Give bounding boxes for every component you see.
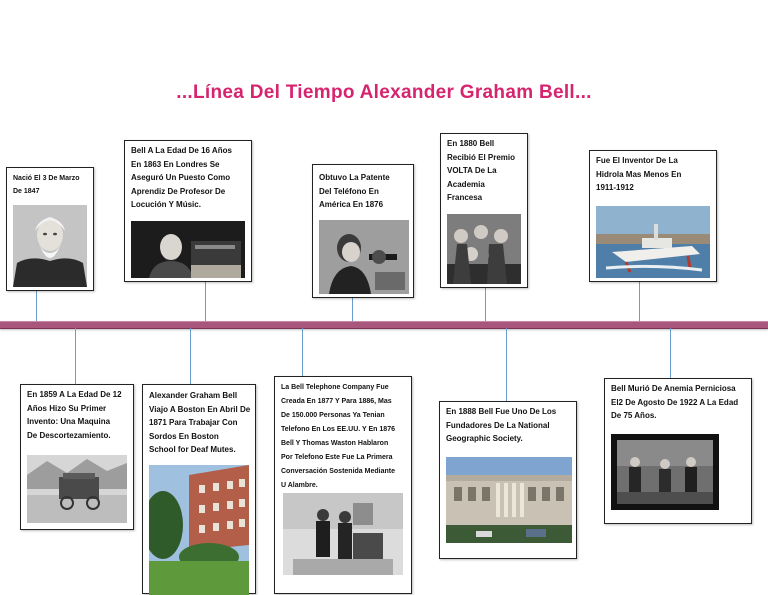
timeline-title: ...Línea Del Tiempo Alexander Graham Bell...: [176, 82, 592, 103]
bell-at-desk-photo: [131, 221, 245, 278]
event-card-1876-patent: [312, 164, 414, 298]
boston-building-photo: [149, 465, 249, 595]
connector-line: [302, 328, 303, 376]
connector-line: [205, 282, 206, 321]
husking-machine-photo: [27, 455, 127, 523]
funeral-photo: [611, 434, 719, 510]
hydrofoil-boat-photo: [596, 206, 710, 278]
telephone-photo: [319, 220, 409, 294]
two-men-photo: [283, 493, 403, 575]
event-text: Alexander Graham Bell Viajo A Boston En Abril De 1871 Para Trabajar Con Sordos En Boston School for Deaf Mutes.: [149, 391, 251, 454]
event-text: En 1880 Bell Recibió El Premio VOLTA De La Academia Francesa: [447, 139, 516, 202]
event-text: En 1859 A La Edad De 12 Años Hizo Su Primer Invento: Una Maquina De Descortezamiento.: [27, 390, 122, 440]
national-geographic-building-photo: [446, 457, 572, 543]
event-card-1877: [274, 376, 412, 594]
event-card-1871: [142, 384, 256, 594]
event-text: Obtuvo La Patente Del Teléfono En América En 1876: [319, 173, 390, 209]
connector-line: [75, 328, 76, 384]
event-card-1922: [604, 378, 752, 524]
event-text: Bell A La Edad De 16 Años En 1863 En Londres Se Aseguró Un Puesto Como Aprendiz De Profesor De Locución Y Músic.: [131, 146, 232, 209]
event-card-1847: [6, 167, 94, 291]
group-photo: [447, 214, 521, 284]
connector-line: [670, 328, 671, 378]
portrait-photo: [13, 205, 87, 287]
event-text: La Bell Telephone Company Fue Creada En 1877 Y Para 1886, Mas De 150.000 Personas Ya Tenian Telefono En Los EE.UU. Y En 1876 Bell Y Thomas Waston Hablaron Por Telefono Este Fue La Primera Conversación Sostenida Mediante U Alambre.: [281, 384, 395, 489]
connector-line: [190, 328, 191, 384]
event-text: Bell Murió De Anemia Perniciosa El2 De Agosto De 1922 A La Edad De 75 Años.: [611, 384, 739, 420]
event-text: Fue El Inventor De La Hidrola Mas Menos En 1911-1912: [596, 156, 682, 192]
event-card-1888: [439, 401, 577, 559]
connector-line: [352, 298, 353, 321]
event-text: En 1888 Bell Fue Uno De Los Fundadores De La National Geographic Society.: [446, 407, 557, 443]
event-text: Nació El 3 De Marzo De 1847: [13, 175, 80, 195]
event-card-1863: [124, 140, 252, 282]
connector-line: [485, 288, 486, 321]
connector-line: [639, 282, 640, 321]
timeline-axis: [0, 321, 768, 329]
event-card-1911: [589, 150, 717, 282]
connector-line: [506, 328, 507, 401]
event-card-1880: [440, 133, 528, 288]
event-card-1859: [20, 384, 134, 530]
connector-line: [36, 291, 37, 321]
